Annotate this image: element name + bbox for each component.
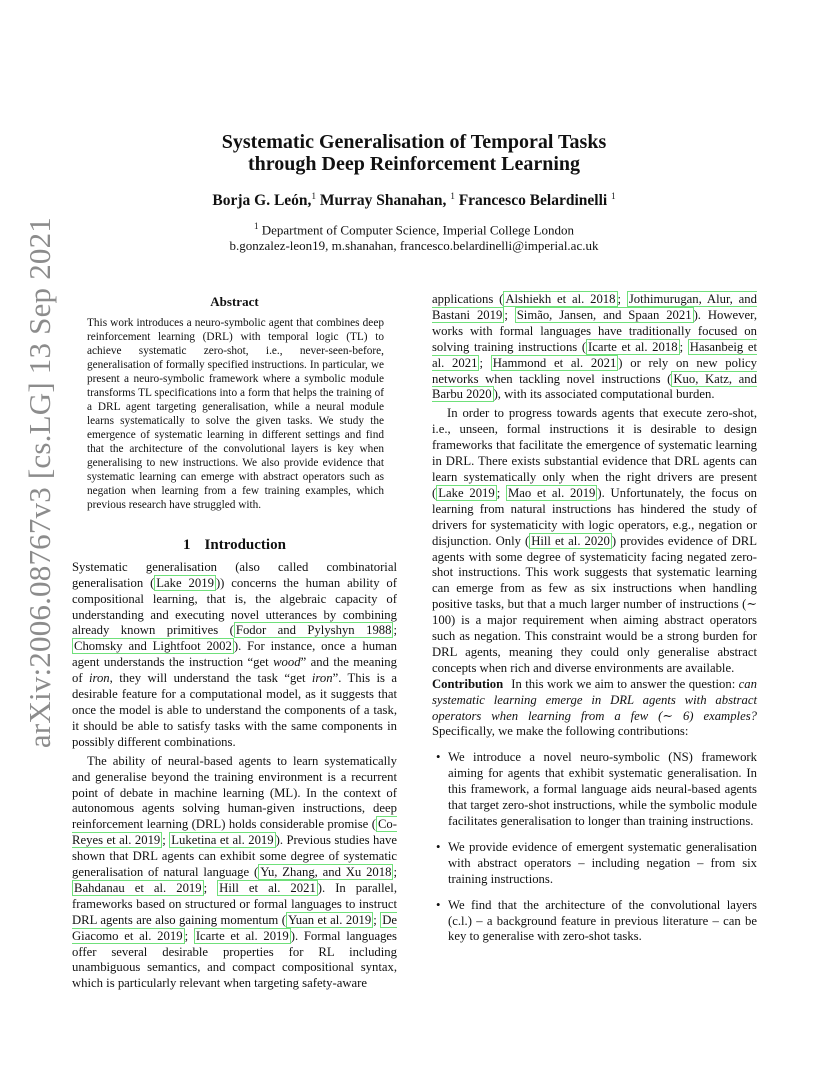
contribution-list [432, 750, 757, 945]
author-list [0, 191, 828, 210]
citation-link[interactable]: Icarte et al. 2019 [195, 928, 289, 943]
citation-link[interactable]: Bahdanau et al. 2019 [74, 880, 202, 895]
citation-link[interactable]: Simão, Jansen, and Spaan 2021 [516, 307, 692, 322]
citation-link[interactable]: Co-Reyes et al. 2019 [72, 817, 397, 848]
affiliation-department: Department of Computer Science, Imperial College London [261, 222, 575, 238]
intro-paragraph-4: In order to progress towards agents that execute zero-shot, i.e., unseen, formal instructions it is desirable to design frameworks that facilitate the emergence of systematic learning in DRL. There exists substantial evidence that DRL agents can learn systematically only when the right drivers are present ( Lake 2019 ; Mao et al. 2019 ). Unfortunately, the focus on learning from natural instructions has hindered the study of drivers for systematicity with logic operators, e.g., negation or disjunction. Only ( Hill et al. 2020 ) provides evidence of DRL agents with some degree of systematicity facing negated zero-shot instructions. This work suggests that systematic learning can emerge from as few as six instructions when handling positive tasks, but that a much larger number of instructions (∼ 100) is a major requirement when aiming abstract operators such as negation. This constraint would be a strong burden for DRL agents, meaning they could only generalise abstract concepts when rich and diverse environments are available. [432, 406, 758, 675]
author-name: Borja G. León, [212, 192, 312, 210]
section-heading [72, 538, 397, 554]
arxiv-identifier [20, 217, 60, 749]
abstract-heading: Abstract [210, 294, 259, 309]
intro-paragraph-2: The ability of neural-based agents to learn systematically and generalise beyond the training environment is a recurrent point of debate in machine learning (ML). In the context of autonomous agents solving human-given instructions, deep reinforcement learning (DRL) holds considerable promise ( Co-Reyes et al. 2019 ; Luketina et al. 2019 ). Previous studies have shown that DRL agents can exhibit some degree of systematic generalisation of natural language ( Yu, Zhang, and Xu 2018 ; Bahdanau et al. 2019 ; Hill et al. 2021 ). In parallel, frameworks based on structured or formal languages to instruct DRL agents are also gaining momentum ( Yuan et al. 2019 ; De Giacomo et al. 2019 ; Icarte et al. 2019 ). Formal languages offer several desirable properties for RL including unambiguous semantics, and compact compositional syntax, which is particularly relevant when targeting safety-aware [72, 753, 397, 991]
author-affil-mark: 1 [611, 191, 616, 201]
citation-link[interactable]: Mao et al. 2019 [508, 485, 596, 500]
author-affil-mark: 1 [450, 191, 455, 201]
citation-link[interactable]: Hasanbeig et al. 2021 [432, 339, 757, 370]
title-line-1: Systematic Generalisation of Temporal Tasks [221, 131, 607, 153]
emphasis-text: iron [311, 671, 333, 686]
section-title: Introduction [204, 536, 286, 553]
affiliation [0, 218, 828, 254]
arxiv-identifier-text: arXiv:2006.08767v3 [cs.LG] 13 Sep 2021 [22, 217, 57, 749]
contribution-item: • We introduce a novel neuro-symbolic (NS) framework aiming for agents that exhibit systematic generalisation. In this framework, a formal language aids neural-based agents that target zero-shot instructions, while the symbolic module facilitates generalisation to longer than training instructions. [432, 750, 757, 830]
author-name: Francesco Belardinelli [458, 192, 608, 210]
contribution-paragraph [432, 677, 757, 741]
affiliation-mark: 1 [253, 221, 259, 231]
title-line-2: through Deep Reinforcement Learning [247, 153, 580, 175]
citation-link[interactable]: Hill et al. 2020 [531, 533, 610, 548]
citation-link[interactable]: Alshiekh et al. 2018 [505, 292, 616, 306]
citation-link[interactable]: Hammond et al. 2021 [492, 355, 617, 370]
citation-link[interactable]: Luketina et al. 2019 [171, 833, 274, 848]
intro-paragraph-1: Systematic generalisation (also called combinatorial generalisation ( Lake 2019 )) concerns the human ability of compositional learning, that is, the algebraic capacity of understanding and executing novel utterances by combining already known primitives ( Fodor and Pylyshyn 1988 ; Chomsky and Lightfoot 2002 ). For instance, once a human agent understands the instruction “get wood” and the meaning of iron, they will understand the task “get iron”. This is a desirable feature for a computational model, as it suggests that once the model is able to understand the components of a task, it should be able to satisfy tasks with the same components in possibly different combinations. [72, 559, 398, 749]
citation-link[interactable]: Chomsky and Lightfoot 2002 [74, 639, 232, 654]
citation-link[interactable]: Icarte et al. 2018 [588, 339, 678, 354]
citation-link[interactable]: Fodor and Pylyshyn 1988 [235, 623, 392, 638]
paper-title [0, 131, 828, 175]
section-number: 1 [183, 536, 191, 553]
citation-link[interactable]: Yu, Zhang, and Xu 2018 [260, 865, 392, 880]
intro-paragraph-3: applications ( Alshiekh et al. 2018 ; Jothimurugan, Alur, and Bastani 2019 ; Simão, Jansen, and Spaan 2021 ). However, works with formal languages have traditionally focused on solving training instructions ( Icarte et al. 2018 ; Hasanbeig et al. 2021 ; Hammond et al. 2021 ) or rely on new policy networks when tackling novel instructions ( Kuo, Katz, and Barbu 2020 ), with its associated computational burden. [432, 292, 758, 402]
citation-link[interactable]: Hill et al. 2021 [219, 880, 316, 895]
citation-link[interactable]: Yuan et al. 2019 [287, 912, 372, 927]
contribution-item: • We provide evidence of emergent systematic generalisation with abstract operators – including negation – from six training instructions. [432, 840, 757, 888]
contribution-lead: In this work we aim to answer the question: [511, 676, 739, 691]
citation-link[interactable]: Jothimurugan, Alur, and Bastani 2019 [432, 292, 757, 322]
author-emails: b.gonzalez-leon19, m.shanahan, francesco.belardinelli@imperial.ac.uk [229, 238, 599, 254]
abstract-text: This work introduces a neuro-symbolic agent that combines deep reinforcement learning (DRL) with temporal logic (TL) to achieve systematic zero-shot, i.e., never-seen-before, generalisation of formally specified instructions. In particular, we present a neuro-symbolic framework where a symbolic module transforms TL specifications into a form that helps the training of a DRL agent targeting generalisation, while a neural module learns systematically to solve the given tasks. We study the emergence of systematic learning in different settings and find that the architecture of the convolutional layers is key when generalising to new instructions. We also provide evidence that systematic learning can emerge with abstract operators such as negation when learning from a few training examples, which previous research have struggled with. [87, 316, 384, 511]
contribution-item: • We find that the architecture of the convolutional layers (c.l.) – a background feature in previous literature – can be key to generalise with zero-shot tasks. [432, 898, 757, 946]
contribution-label: Contribution [432, 676, 504, 691]
citation-link[interactable]: Lake 2019 [438, 485, 495, 500]
citation-link[interactable]: De Giacomo et al. 2019 [72, 912, 397, 943]
contribution-tail: Specifically, we make the following contributions: [432, 724, 689, 739]
author-affil-mark: 1 [311, 191, 316, 201]
right-column [432, 292, 757, 955]
author-name: Murray Shanahan, [319, 192, 447, 210]
left-column [72, 294, 397, 992]
citation-link[interactable]: Lake 2019 [156, 575, 214, 590]
emphasis-text: iron [88, 671, 110, 686]
emphasis-text: wood [273, 655, 301, 670]
citation-link[interactable]: Kuo, Katz, and Barbu 2020 [432, 371, 757, 402]
contribution-question: can systematic learning emerge in DRL agents with abstract operators when learning from a few (∼ 6) examples? [432, 676, 757, 723]
